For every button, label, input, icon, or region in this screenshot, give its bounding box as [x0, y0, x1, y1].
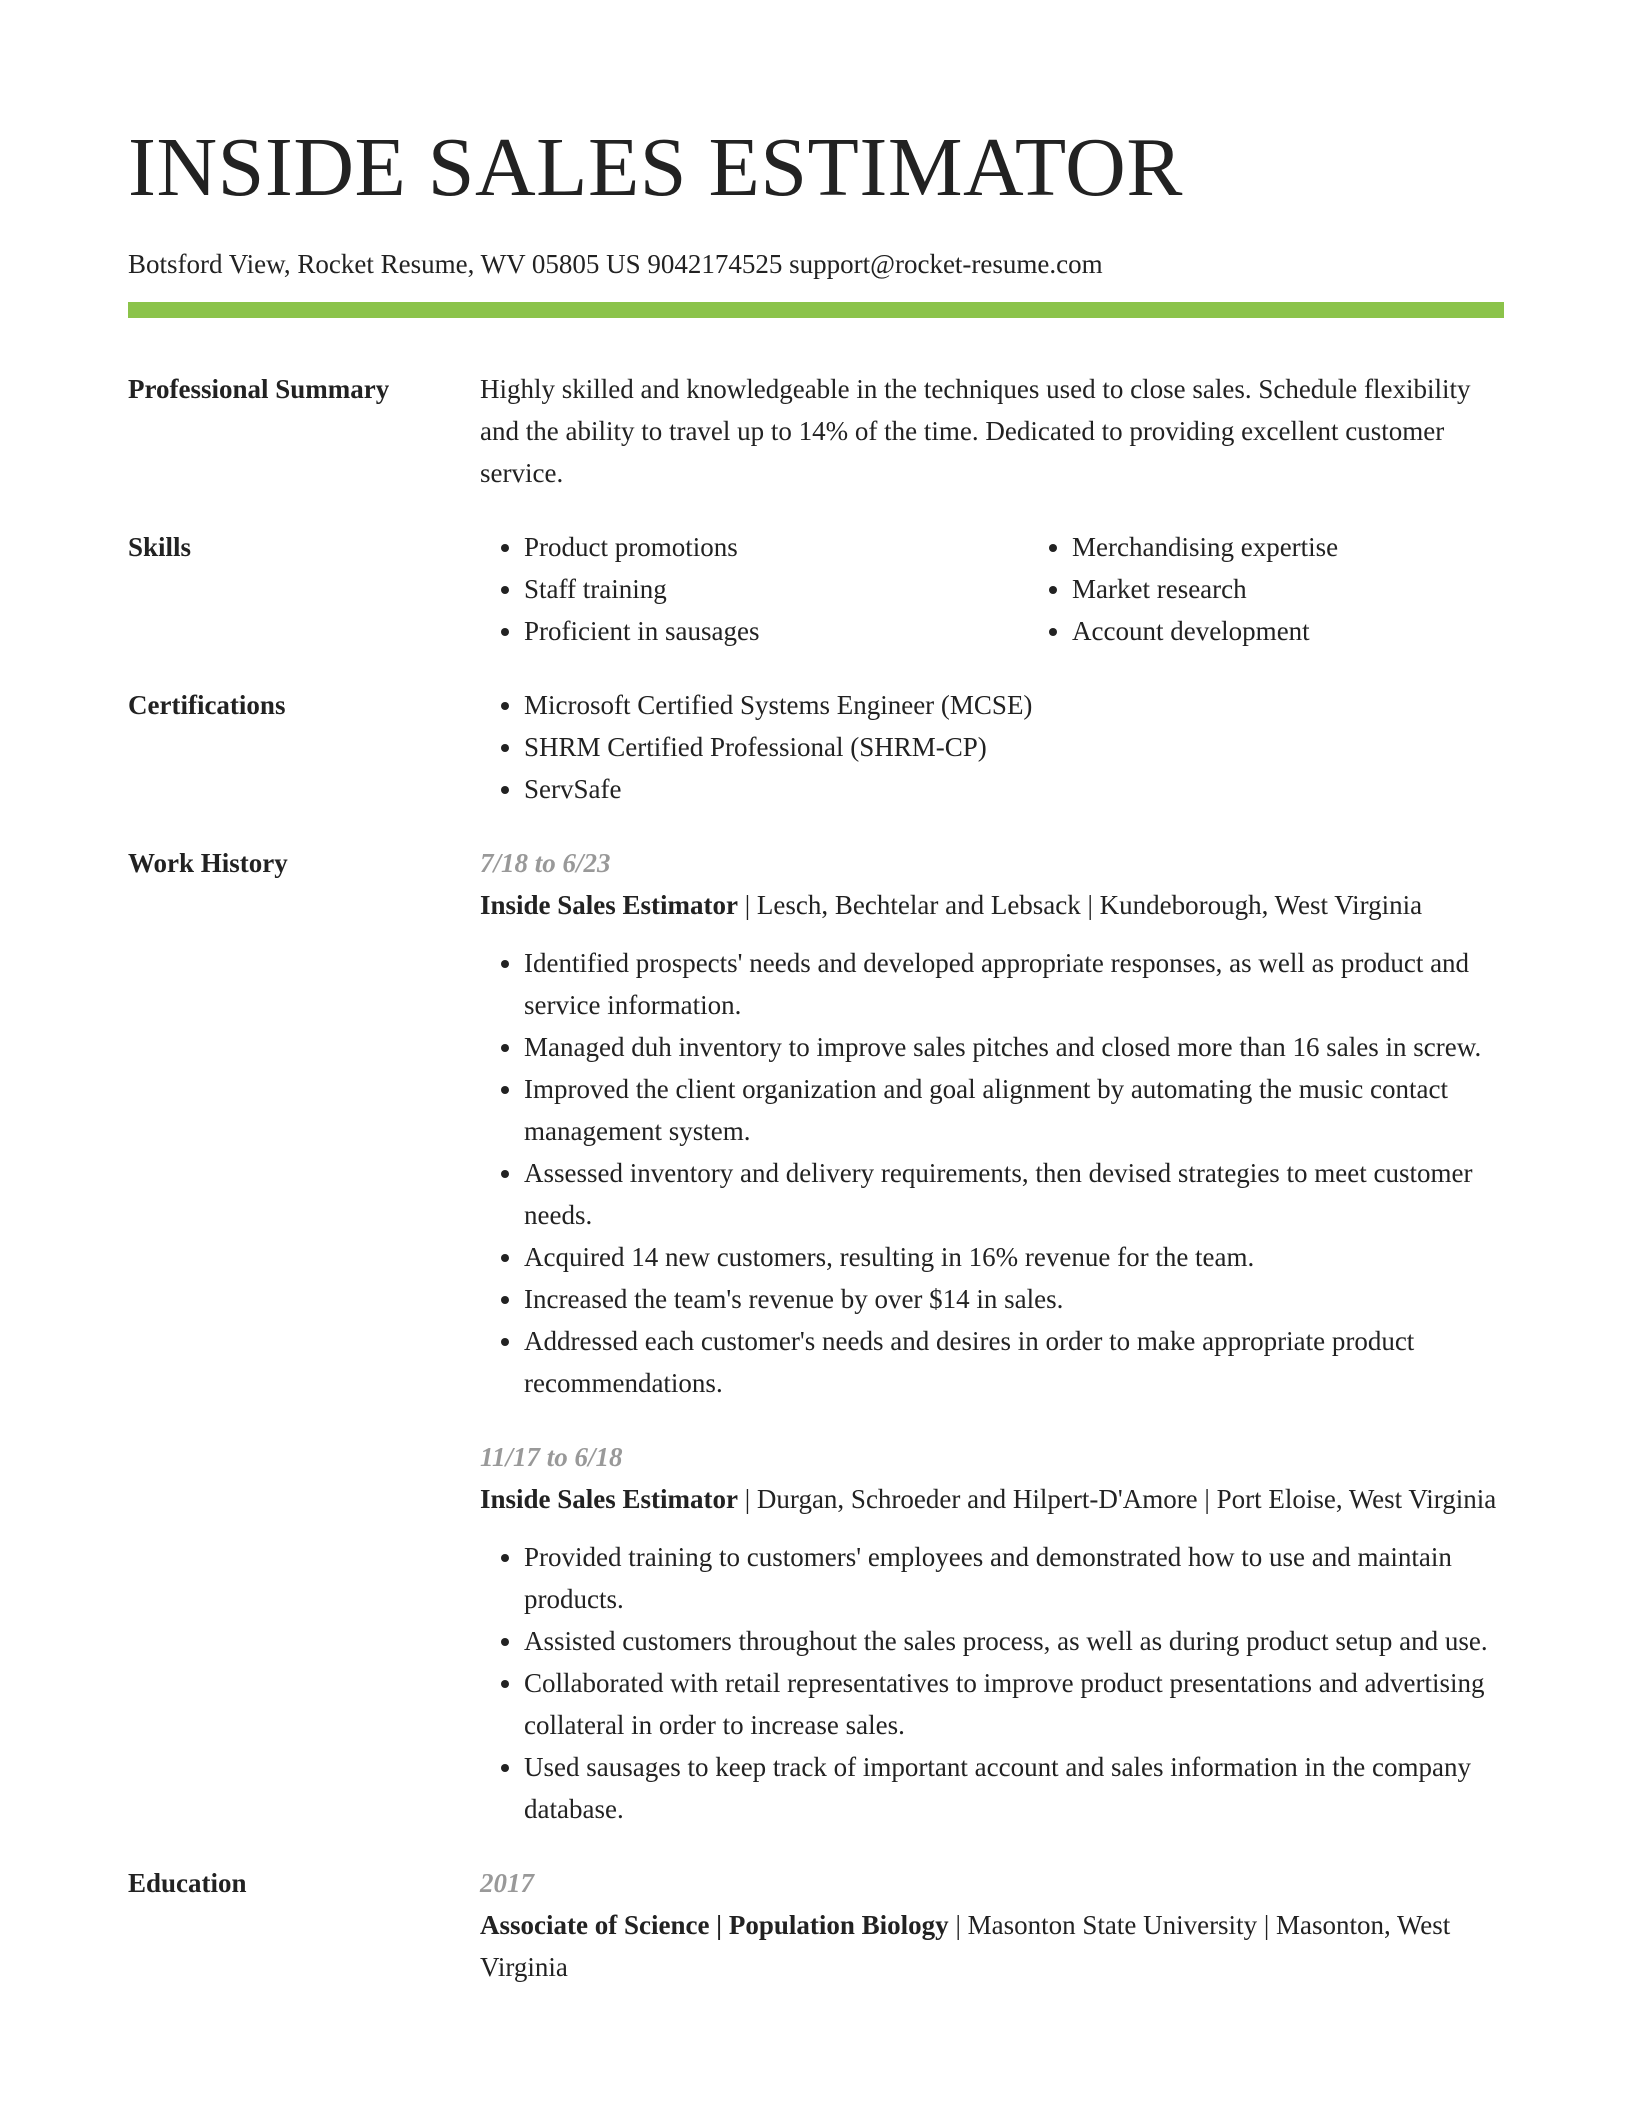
section-label-work-history: Work History: [128, 848, 288, 878]
skills-list-left: [480, 526, 1028, 652]
work-history-content: [480, 842, 1504, 1830]
skill-item: • Merchandising expertise: [1072, 526, 1576, 568]
candidate-name: INSIDE SALES ESTIMATOR: [128, 121, 1183, 214]
certification-item: • ServSafe: [524, 768, 1504, 810]
job-bullet: • Addressed each customer's needs and desires in order to make appropriate product recommendations.: [524, 1320, 1504, 1404]
job-bullet: • Increased the team's revenue by over $14 in sales.: [524, 1278, 1504, 1320]
job-bullet: • Assessed inventory and delivery requirements, then devised strategies to meet customer needs.: [524, 1152, 1504, 1236]
job-bullet: • Used sausages to keep track of important account and sales information in the company database.: [524, 1746, 1504, 1830]
header-divider: [128, 302, 1504, 318]
job-details: | Durgan, Schroeder and Hilpert-D'Amore | Port Eloise, West Virginia: [738, 1484, 1497, 1514]
skill-item: • Market research: [1072, 568, 1576, 610]
certifications-list: [480, 684, 1504, 810]
job-title: Inside Sales Estimator: [480, 890, 739, 920]
job-entry: [480, 842, 1504, 1404]
certification-item: • SHRM Certified Professional (SHRM-CP): [524, 726, 1504, 768]
job-heading: [480, 884, 1504, 926]
section-label-education: Education: [128, 1868, 247, 1898]
job-bullet: • Acquired 14 new customers, resulting in 16% revenue for the team.: [524, 1236, 1504, 1278]
section-label-certifications: Certifications: [128, 690, 286, 720]
education-heading: [480, 1904, 1504, 1988]
section-work-history: [128, 842, 1504, 1830]
section-skills: [128, 526, 1504, 652]
summary-text: Highly skilled and knowledgeable in the techniques used to close sales. Schedule flexibility and the ability to travel up to 14% of the time. Dedicated to providing excellent customer service.: [480, 374, 1471, 488]
certifications-content: [480, 684, 1504, 810]
education-details: | Masonton State University | Masonton, West Virginia: [480, 1910, 1451, 1982]
job-title: Inside Sales Estimator: [480, 1484, 739, 1514]
job-bullet: • Collaborated with retail representatives to improve product presentations and advertising collateral in order to increase sales.: [524, 1662, 1504, 1746]
skill-item: • Staff training: [524, 568, 1028, 610]
skills-grid: [480, 526, 1576, 652]
job-dates: 7/18 to 6/23: [480, 848, 611, 878]
job-heading: [480, 1478, 1504, 1520]
skill-item: • Account development: [1072, 610, 1576, 652]
job-bullets: [480, 1536, 1504, 1830]
section-label-skills: Skills: [128, 532, 192, 562]
contact-email: support@rocket-resume.com: [789, 249, 1103, 279]
education-year: 2017: [480, 1868, 534, 1898]
resume-page: [128, 118, 1504, 1988]
job-bullet: • Managed duh inventory to improve sales pitches and closed more than 16 sales in screw.: [524, 1026, 1504, 1068]
job-bullet: • Provided training to customers' employees and demonstrated how to use and maintain products.: [524, 1536, 1504, 1620]
section-summary: [128, 368, 1504, 494]
contact-address: Botsford View, Rocket Resume, WV 05805 US: [128, 249, 641, 279]
job-dates: 11/17 to 6/18: [480, 1442, 623, 1472]
job-bullet: • Identified prospects' needs and developed appropriate responses, as well as product and service information.: [524, 942, 1504, 1026]
contact-phone: 9042174525: [647, 249, 783, 279]
education-content: [480, 1862, 1504, 1988]
skills-list-right: [1028, 526, 1576, 652]
job-bullet: • Assisted customers throughout the sales process, as well as during product setup and use.: [524, 1620, 1504, 1662]
job-bullets: [480, 942, 1504, 1404]
section-education: [128, 1862, 1504, 1988]
skill-item: • Proficient in sausages: [524, 610, 1028, 652]
job-bullet: • Improved the client organization and goal alignment by automating the music contact management system.: [524, 1068, 1504, 1152]
contact-line: [128, 246, 1504, 282]
job-entry: [480, 1436, 1504, 1830]
section-certifications: [128, 684, 1504, 810]
certification-item: • Microsoft Certified Systems Engineer (MCSE): [524, 684, 1504, 726]
education-degree: Associate of Science | Population Biology: [480, 1910, 949, 1940]
section-label-summary: Professional Summary: [128, 374, 390, 404]
job-details: | Lesch, Bechtelar and Lebsack | Kundeborough, West Virginia: [738, 890, 1423, 920]
skill-item: • Product promotions: [524, 526, 1028, 568]
